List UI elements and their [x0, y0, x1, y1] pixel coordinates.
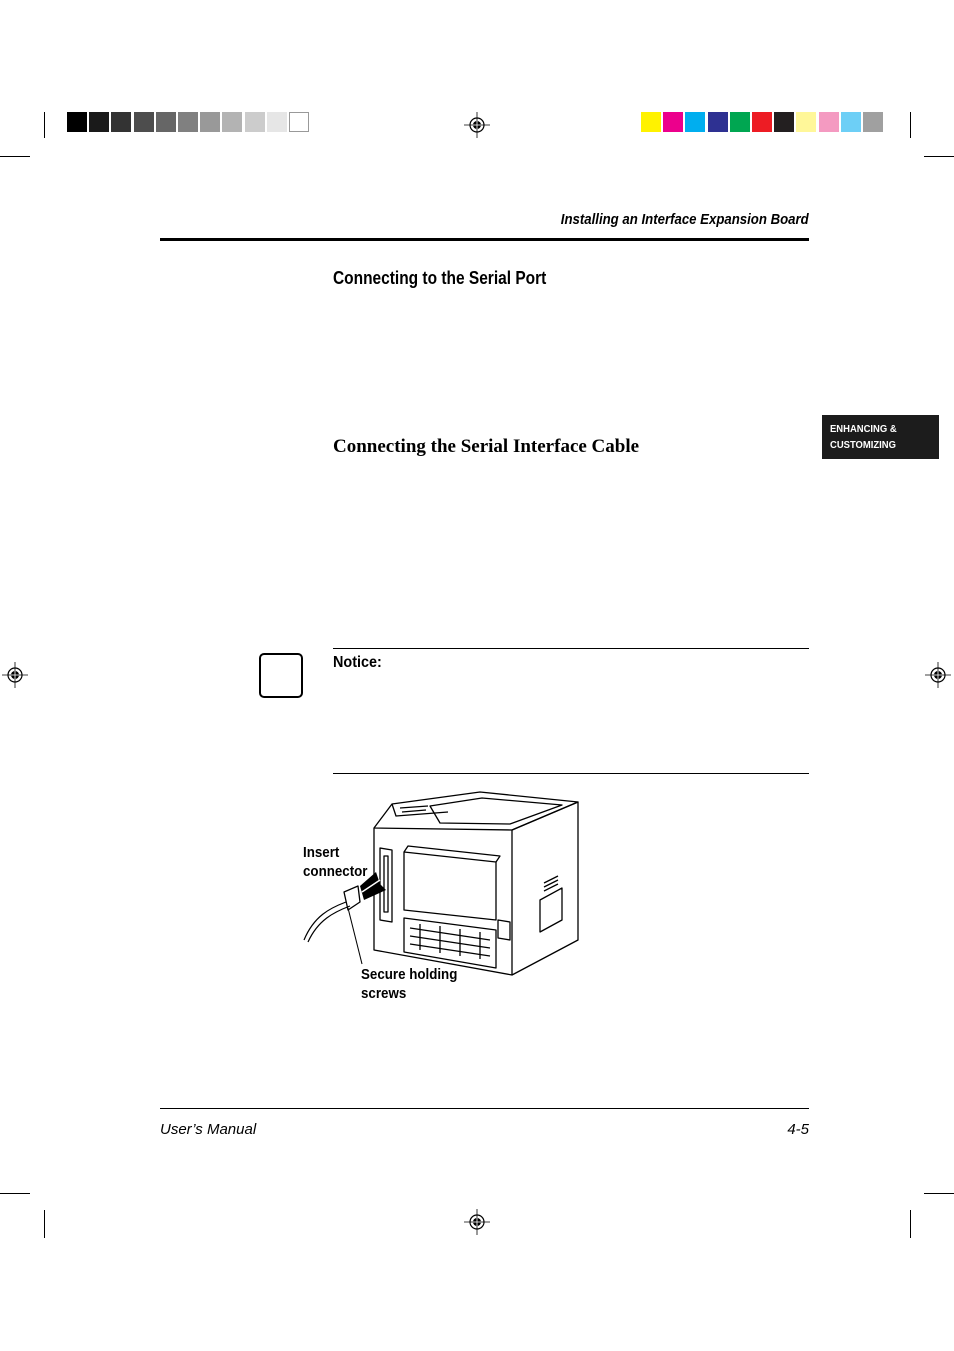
header-rule: [160, 238, 809, 241]
color-swatch: [222, 112, 242, 132]
side-tab-line-2: CUSTOMIZING: [830, 439, 896, 451]
callout-insert-line-2: connector: [303, 864, 368, 880]
registration-mark-icon: [2, 662, 28, 688]
color-swatch: [752, 112, 772, 132]
crop-mark: [910, 112, 911, 138]
footer-rule: [160, 1108, 809, 1109]
footer-manual-title: User’s Manual: [160, 1121, 257, 1138]
callout-insert-connector: [303, 844, 367, 882]
callout-secure-screws: [361, 966, 457, 1004]
color-swatch: [267, 112, 287, 132]
side-tab-line-1: ENHANCING &: [830, 423, 897, 435]
notice-bottom-rule: [333, 773, 809, 774]
crop-mark: [924, 1193, 954, 1194]
callout-insert-line-1: Insert: [303, 845, 340, 861]
crop-mark: [0, 156, 30, 157]
registration-mark-icon: [464, 1209, 490, 1235]
crop-mark: [910, 1210, 911, 1238]
notice-top-rule: [333, 648, 809, 649]
color-swatch: [708, 112, 728, 132]
callout-screws-line-1: Secure holding: [361, 967, 458, 983]
color-swatch: [289, 112, 309, 132]
crop-mark: [44, 1210, 45, 1238]
crop-mark: [924, 156, 954, 157]
color-swatch: [178, 112, 198, 132]
color-swatch: [774, 112, 794, 132]
footer-page-number: 4-5: [787, 1121, 809, 1138]
color-swatch: [134, 112, 154, 132]
color-swatch: [111, 112, 131, 132]
color-swatch: [796, 112, 816, 132]
notice-label: Notice:: [333, 654, 382, 671]
color-swatch: [841, 112, 861, 132]
registration-mark-icon: [464, 112, 490, 138]
color-swatch: [819, 112, 839, 132]
callout-screws-line-2: screws: [361, 986, 407, 1002]
color-swatch: [67, 112, 87, 132]
registration-mark-icon: [925, 662, 951, 688]
color-swatch: [641, 112, 661, 132]
crop-mark: [0, 1193, 30, 1194]
printer-rear-illustration: [300, 790, 590, 990]
running-header-title: Installing an Interface Expansion Board: [561, 211, 809, 228]
notice-icon: [259, 653, 303, 698]
color-swatch: [730, 112, 750, 132]
color-swatch: [245, 112, 265, 132]
subsection-heading: Connecting the Serial Interface Cable: [333, 436, 640, 457]
chapter-side-tab: [822, 415, 939, 459]
crop-mark: [44, 112, 45, 138]
color-swatch: [156, 112, 176, 132]
section-heading: Connecting to the Serial Port: [333, 268, 547, 288]
color-swatch: [200, 112, 220, 132]
color-swatch: [89, 112, 109, 132]
color-swatch: [863, 112, 883, 132]
color-swatch: [685, 112, 705, 132]
color-swatch: [663, 112, 683, 132]
